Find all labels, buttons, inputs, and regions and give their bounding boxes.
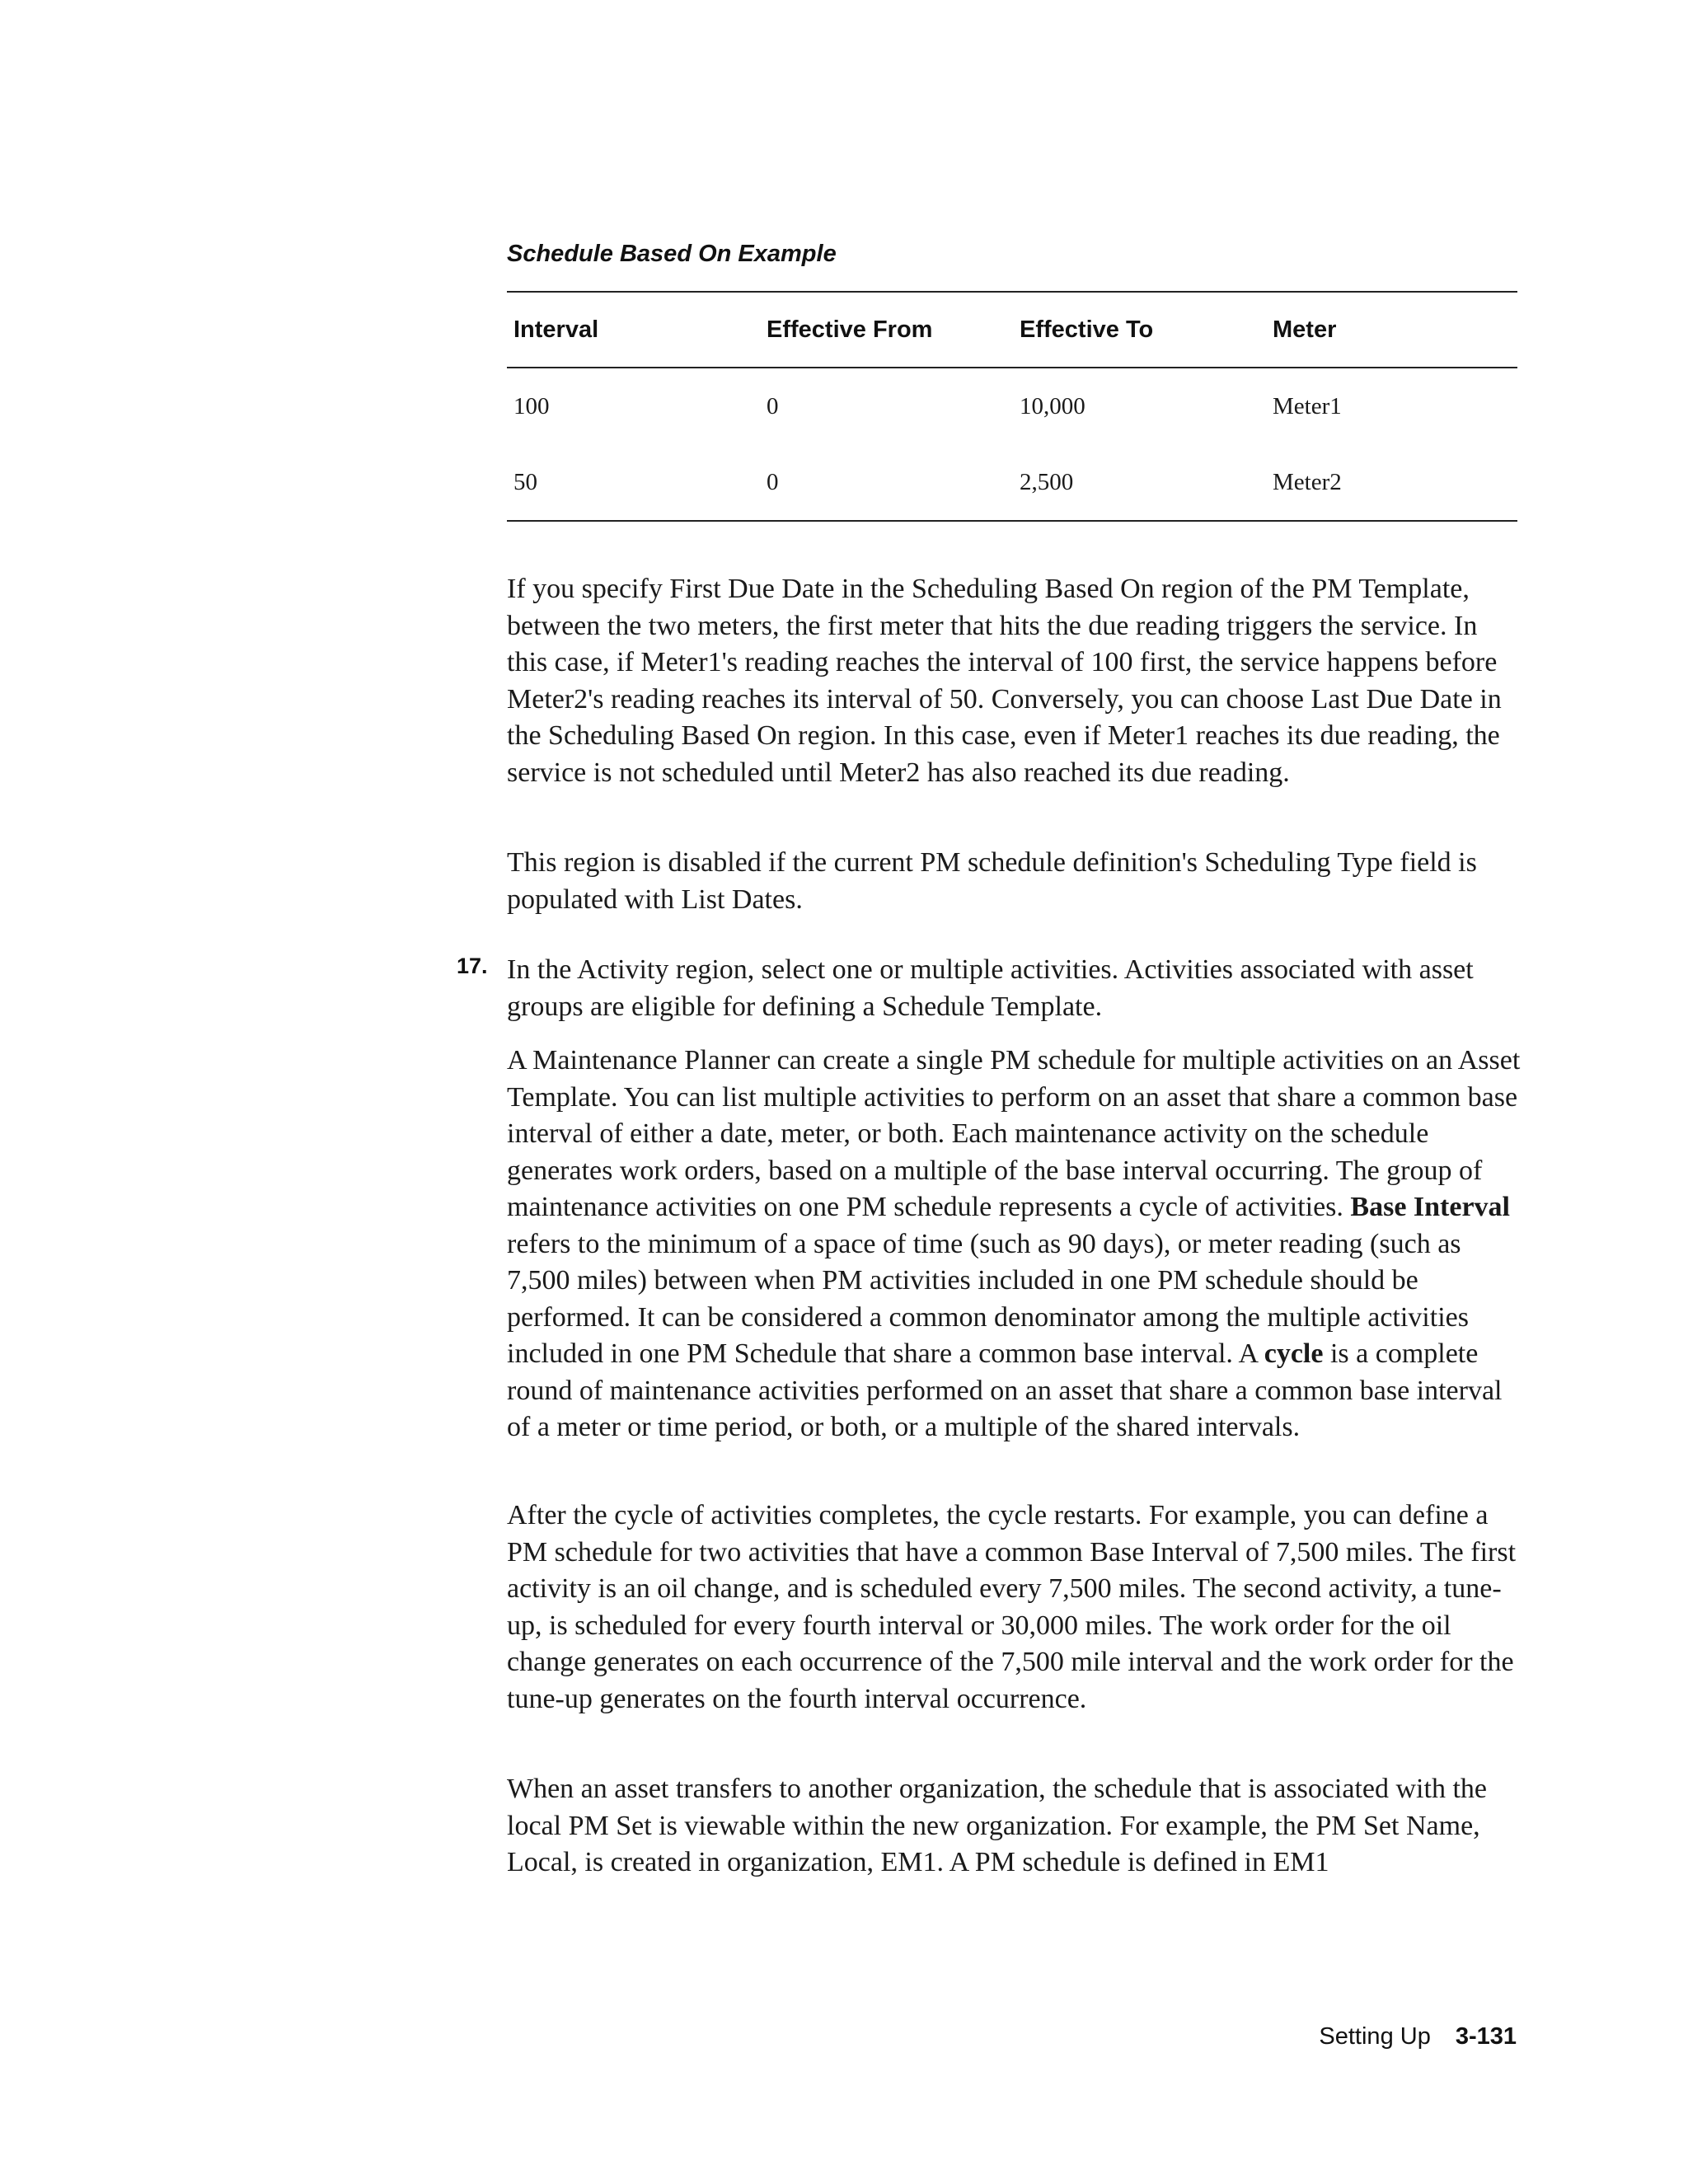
cell-meter: Meter1 [1273,392,1342,419]
cell-effective-from: 0 [767,392,779,419]
header-interval: Interval [513,316,599,343]
paragraph-text: After the cycle of activities completes, the cycle restarts. For example, you can define a PM schedule for two activities that have a common Base Interval of 7,500 miles. The first activity is an oil change, and is scheduled every 7,500 miles. The second activity, a tune-up, is scheduled for every fourth interval or 30,000 miles. The work order for the oil change generates on each occurrence of the 7,500 mile interval and the work order for the tune-up generates on the fourth interval occurrence. [507,1500,1517,1714]
paragraph-maintenance-planner [507,1043,1521,1463]
header-effective-from: Effective From [767,316,933,343]
cell-interval: 100 [513,392,550,419]
bold-term-cycle: cycle [1264,1338,1324,1369]
paragraph-cycle-restarts [507,1497,1521,1734]
paragraph-text [507,1043,1521,1446]
table-bottom-rule [507,520,1517,522]
paragraph-activity-region [507,952,1521,1042]
table-row [507,444,1517,520]
paragraph-text: If you specify First Due Date in the Scheduling Based On region of the PM Template, between the two meters, the first meter that hits the due reading triggers the service. In this case, if Meter1's reading reaches the interval of 100 first, the service happens before Meter2's reading reaches its interval of 50. Conversely, you can choose Last Due Date in the Scheduling Based On region. In this case, even if Meter1 reaches its due reading, the service is not scheduled until Meter2 has also reached its due reading. [507,574,1502,788]
table-header-row [507,293,1517,367]
cell-effective-to: 2,500 [1020,468,1074,495]
step-number: 17. [457,954,488,978]
cell-effective-to: 10,000 [1020,392,1085,419]
footer-section: Setting Up [1319,2023,1431,2050]
cell-interval: 50 [513,468,537,495]
cell-effective-from: 0 [767,468,779,495]
schedule-based-on-table [507,291,1517,522]
header-meter: Meter [1273,316,1337,343]
paragraph-text: In the Activity region, select one or multiple activities. Activities associated with asset groups are eligible for defining a Schedule Template. [507,954,1474,1022]
header-effective-to: Effective To [1020,316,1154,343]
footer-page-number: 3-131 [1455,2023,1517,2050]
paragraph-text: This region is disabled if the current PM schedule definition's Scheduling Type field is populated with List Dates. [507,847,1477,915]
page-footer [1319,2023,1517,2050]
bold-term-base-interval: Base Interval [1350,1192,1510,1222]
table-row [507,368,1517,444]
text-run: refers to the minimum of a space of time (such as 90 days), or meter reading (such as 7,500 miles) between when PM activities included in one PM schedule should be performed. It can be considered a common denominator among the multiple activities included in one PM Schedule that share a common base interval. A [507,1228,1469,1369]
paragraph-region-disabled [507,845,1521,935]
table-caption: Schedule Based On Example [507,241,837,267]
paragraph-first-due-date [507,571,1521,808]
text-run: A Maintenance Planner can create a single PM schedule for multiple activities on an Asset Template. You can list multiple activities to perform on an asset that share a common base interval of either a date, meter, or both. Each maintenance activity on the schedule generates work orders, based on a multiple of the base interval occurring. The group of maintenance activities on one PM schedule represents a cycle of activities. [507,1045,1521,1222]
paragraph-asset-transfer [507,1771,1521,1898]
cell-meter: Meter2 [1273,468,1342,495]
text-run: is a complete round of maintenance activities performed on an asset that share a common base interval of a meter or time period, or both, or a multiple of the shared intervals. [507,1338,1503,1442]
paragraph-text: When an asset transfers to another organization, the schedule that is associated with the local PM Set is viewable within the new organization. For example, the PM Set Name, Local, is created in organization, EM1. A PM schedule is defined in EM1 [507,1774,1487,1877]
